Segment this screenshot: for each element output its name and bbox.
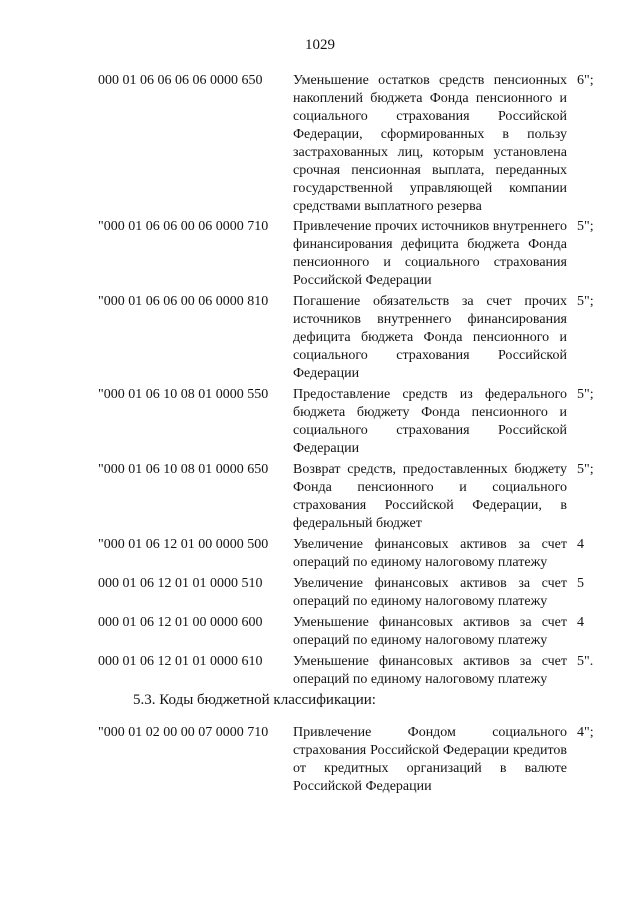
budget-code: "000 01 06 06 00 06 0000 810 [98, 294, 269, 309]
row-value: 5"; [577, 219, 594, 234]
row-value: 4 [577, 537, 584, 552]
table-row [0, 386, 640, 458]
budget-code: "000 01 02 00 00 07 0000 710 [98, 725, 269, 740]
row-description: Погашение обязательств за счет прочих источников внутреннего финансирования дефицита бюджета Фонда пенсионного и социального страхования Российской Федерации [293, 294, 567, 381]
row-value: 5"; [577, 387, 594, 402]
row-description: Возврат средств, предоставленных бюджету Фонда пенсионного и социального страхования Российской Федерации, в федеральный бюджет [293, 462, 567, 531]
budget-code: 000 01 06 06 06 06 0000 650 [98, 73, 263, 88]
table-row [0, 293, 640, 383]
section-heading: 5.3. Коды бюджетной классификации: [133, 692, 376, 708]
row-value: 5"; [577, 294, 594, 309]
page-number: 1029 [305, 37, 335, 53]
budget-code: "000 01 06 10 08 01 0000 650 [98, 462, 269, 477]
table-row [0, 536, 640, 572]
classification-table [0, 72, 640, 692]
budget-code: "000 01 06 12 01 00 0000 500 [98, 537, 269, 552]
row-value: 4"; [577, 725, 594, 740]
row-value: 6"; [577, 73, 594, 88]
table-row [0, 218, 640, 290]
budget-code: 000 01 06 12 01 01 0000 610 [98, 654, 263, 669]
classification-table-2 [0, 724, 640, 799]
row-value: 5". [577, 654, 594, 669]
row-description: Привлечение прочих источников внутреннего финансирования дефицита бюджета Фонда пенсионного и социального страхования Российской Федерации [293, 219, 567, 288]
table-row [0, 575, 640, 611]
row-value: 5"; [577, 462, 594, 477]
row-value: 5 [577, 576, 584, 591]
row-description: Предоставление средств из федерального бюджета бюджету Фонда пенсионного и социального страхования Российской Федерации [293, 387, 567, 456]
row-description: Увеличение финансовых активов за счет операций по единому налоговому платежу [293, 576, 567, 609]
table-row [0, 614, 640, 650]
row-value: 4 [577, 615, 584, 630]
budget-code: 000 01 06 12 01 01 0000 510 [98, 576, 263, 591]
table-row [0, 653, 640, 689]
budget-code: 000 01 06 12 01 00 0000 600 [98, 615, 263, 630]
budget-code: "000 01 06 06 00 06 0000 710 [98, 219, 269, 234]
row-description: Уменьшение финансовых активов за счет операций по единому налоговому платежу [293, 615, 567, 648]
budget-code: "000 01 06 10 08 01 0000 550 [98, 387, 269, 402]
table-row [0, 72, 640, 216]
row-description: Привлечение Фондом социального страхования Российской Федерации кредитов от кредитных организаций в валюте Российской Федерации [293, 725, 567, 794]
row-description: Уменьшение финансовых активов за счет операций по единому налоговому платежу [293, 654, 567, 687]
row-description: Увеличение финансовых активов за счет операций по единому налоговому платежу [293, 537, 567, 570]
row-description: Уменьшение остатков средств пенсионных накоплений бюджета Фонда пенсионного и социального страхования Российской Федерации, сформированных в пользу застрахованных лиц, которым установлена срочная пенсионная выплата, переданных государственной управляющей компании средствами выплатного резерва [293, 73, 567, 214]
table-row [0, 461, 640, 533]
table-row [0, 724, 640, 796]
